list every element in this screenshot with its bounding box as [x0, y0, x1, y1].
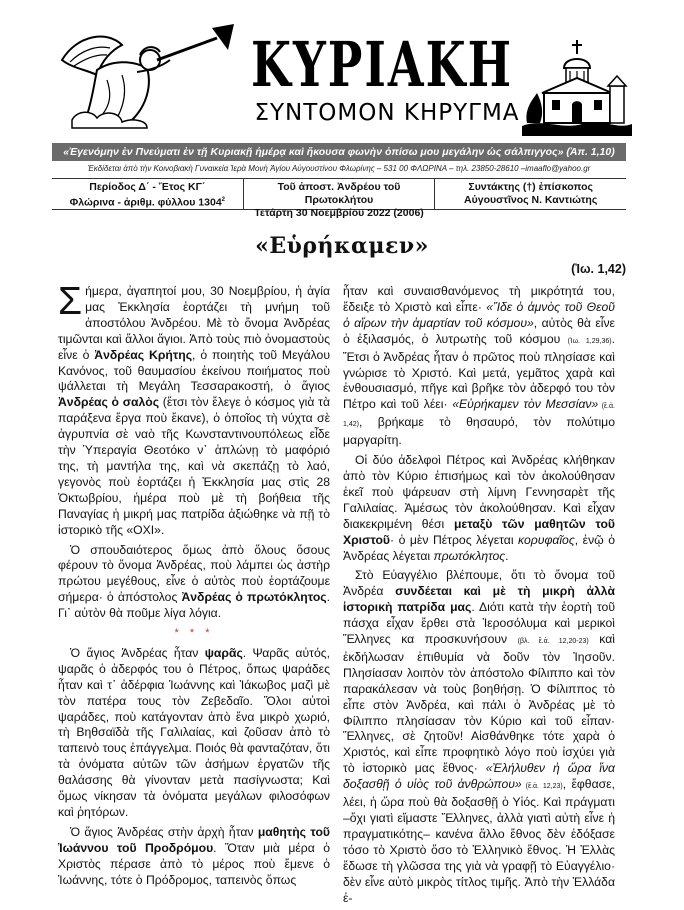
bold-text: συνδέεται καὶ μὲ τὴ μικρὴ ἀλλὰ ἱστορικὴ πατρίδα μας: [343, 584, 615, 615]
italic-quote: «Ἴδε ὁ ἀμνὸς τοῦ Θεοῦ ὁ αἴρων τὴν ἁμαρτίαν τοῦ κόσμου»: [343, 299, 615, 330]
publisher-line: Ἐκδίδεται ἀπὸ τὴν Κοινοβιακὴ Γυναικεία Ἱερὰ Μονὴ Ἁγίου Αὐγουστίνου Φλωρίνης – 531 00 ΦΛΩΡΙΝΑ – τηλ. 23850-28610 –imaaflo@yahoo.gr: [87, 164, 591, 173]
paragraph-text: Ὁ ἅγιος Ἀνδρέας ἦταν: [70, 645, 205, 660]
feast-date: Τετάρτη 30 Νοεμβρίου 2022 (2006): [254, 207, 424, 219]
motto-banner: «Ἐγενόμην ἐν Πνεύματι ἐν τῇ Κυριακῇ ἡμέρᾳ καὶ ἤκουσα φωνὴν ὀπίσω μου μεγάλην ὡς σάλπιγγος» (Ἀπ. 1,10): [52, 143, 626, 161]
trumpeting-angel-illustration: [52, 20, 237, 132]
paragraph: [58, 825, 330, 889]
paragraph-text: Ὁ ἅγιος Ἀνδρέας στὴν ἀρχὴ ἦταν: [70, 824, 258, 839]
newsletter-subtitle: ΣΥΝΤΟΜΟΝ ΚΗΡΥΓΜΑ: [254, 100, 520, 126]
author-cell: [434, 179, 626, 209]
paragraph-text: , ἐνῷ ὁ Ἀνδρέας λέγεται: [343, 532, 615, 563]
right-column: [343, 284, 615, 910]
paragraph: [343, 453, 615, 564]
sermon-title: «Εὑρήκαμεν»: [255, 233, 429, 259]
paragraph-text: . Ὅταν μιὰ μέρα ὁ Χριστὸς πέρασε ἀπὸ τὸ μέρος ποὺ ἔμενε ὁ Ἰωάννης, τότε ὁ Πρόδρομος, ταπεινὸς ὅπως: [58, 840, 331, 887]
paragraph: [58, 646, 330, 821]
paragraph-text: Οἱ δύο ἀδελφοὶ Πέτρος καὶ Ἀνδρέας κλήθηκαν ἀπὸ τὸν Κύριο ἐπισήμως καὶ τὸν ἀκολούθησαν ἐκεῖ ποὺ ψάρευαν στὴ λίμνη Γεννησαρὲτ τῆς Γαλιλαίας. Ἀμέσως τὸν ἀκολούθησαν. Καὶ εἶχαν διακεκριμένη θέσι: [343, 453, 615, 531]
bold-text: μαθητὴς τοῦ Ἰωάννου τοῦ Προδρόμου: [58, 824, 330, 855]
paragraph-text: , ὁ ποιητὴς τοῦ Μεγάλου Κανόνος, τοῦ θαυμασίου ἐκείνου ποιήματος ποὺ ψάλλεται τὴ Μεγάλη Τεσσαρακοστή, ὁ ἅγιος: [58, 347, 330, 394]
paragraph-text: (ἔτσι τὸν ἔλεγε ὁ κόσμος γιὰ τὰ παράξενα ἔργα ποὺ ἔκανε), ὁ ὁποῖος τὴ νύχτα σὲ ἀγρυπνία σὲ ναὸ τῆς Κωνσταντινουπόλεως εἶδε τὴν Ὑπεραγία Θεοτόκο ν᾽ ἁπλώνῃ τὸ μαφόριό της, τὴ μαντήλα της, καὶ νὰ σκεπάζῃ τὸ λαό, γεγονὸς ποὺ ἑορτάζει ἡ Ἐκκλησία μας στὶς 28 Ὀκτωβρίου, ἡμέρα ποὺ μὲ τὴ βοήθεια τῆς Παναγίας ἡ μικρή μας πατρίδα ἀξιώθηκε νὰ πῇ τὸ ἱστορικὸ τῆς «ΟΧΙ».: [58, 395, 330, 537]
citation: (ἔ.ἀ. 12,23): [521, 783, 563, 791]
paragraph-text: ἦταν καὶ συναισθανόμενος τὴ μικρότητά του, ἔδειξε τὸ Χριστὸ καὶ εἶπε·: [343, 284, 615, 314]
issue-superscript: 2: [221, 197, 226, 203]
citation: (ἔ.ἀ. 1,42): [343, 403, 615, 429]
italic-quote: «Εὑρήκαμεν τὸν Μεσσίαν»: [452, 397, 599, 412]
masthead: [52, 10, 632, 138]
newsletter-title: ΚΥΡΙΑΚΗ: [250, 28, 514, 101]
paragraph: [58, 280, 330, 539]
feast-cell: [243, 179, 435, 219]
feast-name: Τοῦ ἀποστ. Ἀνδρέου τοῦ Πρωτοκλήτου: [277, 181, 401, 206]
paragraph-text: ήμερα, ἀγαπητοί μου, 30 Νοεμβρίου, ἡ ἁγία μας Ἐκκλησία ἑορτάζει τὴ μνήμη τοῦ ἀποστόλου Ἀνδρέου. Μὲ τὸ ὄνομα Ἀνδρέας τιμῶνται καὶ ἄλλοι ἅγιοι. Ἀπὸ τοὺς πιὸ ὀνομαστοὺς εἶνε ὁ: [58, 284, 330, 362]
paragraph-text: , αὐτὸς θὰ εἶνε ὁ ἐξιλασμός, ὁ λυτρωτὴς τοῦ κόσμου: [343, 315, 615, 346]
paragraph-text: . Ἔτσι ὁ Ἀνδρέας ἦταν ὁ πρῶτος ποὺ πλησίασε καὶ γνώρισε τὸ Χριστό. Καὶ μετά, γεμᾶτος χαρὰ καὶ ἐνθουσιασμό, πῆγε καὶ βρῆκε τὸν ἀδερφό του τὸν Πέτρο καὶ τοῦ λέει·: [343, 331, 615, 412]
paragraph-text: , ἔφθασε, λέει, ἡ ὥρα ποὺ θὰ δοξασθῇ ὁ Υἱός. Καὶ πράγματι –ὄχι γιατὶ εἴμαστε Ἕλληνες, ἀλλὰ γιατὶ αὐτὴ εἶνε ἡ πραγματικότης– κανένα ἄλλο ἔθνος δὲν ἐδόξασε τόσο τὸ Χριστὸ ὅσο τὸ Ἑλληνικὸ ἔθνος. Ἡ Ἑλλὰς ἔδωσε τὴ γλῶσσα της γιὰ νὰ γραφῇ τὸ Εὐαγγέλιο· δὲν εἶνε αὐτὸ μικρὸς τίτλος τιμῆς. Ἀπὸ τὴν Ἑλλάδα ἐ-: [343, 777, 615, 905]
drop-cap: Σ: [58, 280, 83, 323]
citation: (βλ. ἔ.ἀ. 12,20-23): [517, 638, 589, 646]
bold-text: ψαρᾶς: [204, 645, 243, 660]
bold-text: μεταξὺ τῶν μαθητῶν τοῦ Χριστοῦ: [343, 516, 616, 547]
left-column: [58, 280, 331, 893]
church-illustration: [522, 38, 632, 136]
issue-number-line: [52, 194, 243, 210]
italic-text: πρωτόκλητος: [433, 548, 506, 563]
issue-period-cell: [52, 179, 243, 209]
section-divider-stars: * * *: [174, 627, 214, 640]
scripture-reference: (Ἰω. 1,42): [571, 262, 626, 276]
issue-number: Φλώρινα - ἀριθμ. φύλλου 1304: [69, 196, 222, 209]
paragraph-text: καὶ ἐκδήλωσαν ἐπιθυμία νὰ δοῦν τὸν Ἰησοῦν. Πλησίασαν λοιπὸν τὸν ἀπόστολο Φίλιππο καὶ τὸν παρακάλεσαν νὰ τοὺς βοηθήσῃ. Ὁ Φίλιππος τὸ εἶπε στὸν Ἀνδρέα, καὶ πάλι ὁ Ἀνδρέας μὲ τὸ Φίλιππο πλησίασαν τὸν Κύριο καὶ τοῦ εἶπαν· Ἕλληνες, σὲ ζητοῦν! Αἰσθάνθηκε τότε χαρὰ ὁ Χριστός, καὶ εἶπε προφητικὸ λόγο ποὺ ἰσχύει γιὰ τὸ ἱστορικὸ μας ἔθνος·: [343, 632, 615, 776]
bold-text: Ἀνδρέας Κρήτης: [94, 347, 193, 362]
issue-info-strip: [52, 178, 626, 219]
paragraph: [343, 284, 615, 449]
paragraph-text: .: [505, 548, 509, 563]
paragraph: [343, 568, 615, 906]
author-name: Αὐγουστῖνος Ν. Καντιώτης: [464, 194, 598, 206]
paragraph: [58, 543, 330, 623]
paragraph-text: · ὁ μὲν Πέτρος λέγεται: [390, 532, 519, 547]
citation: (Ἰω. 1,29,36): [567, 337, 612, 345]
paragraph-text: . Γι᾽ αὐτὸν θὰ ποῦμε λίγα λόγια.: [58, 590, 331, 621]
bold-text: Ἀνδρέας ὁ πρωτόκλητος: [181, 590, 327, 605]
paragraph-text: Στὸ Εὐαγγέλιο βλέπουμε, ὅτι τὸ ὄνομα τοῦ Ἀνδρέα: [343, 568, 615, 599]
italic-text: κορυφαῖος: [518, 532, 575, 547]
paragraph-text: . Διότι κατὰ τὴν ἑορτὴ τοῦ πάσχα εἶχαν ἔρθει στὰ Ἱεροσόλυμα καὶ μερικοὶ Ἕλληνες κα προσκυνήσουν: [343, 600, 615, 647]
bold-text: Ἀνδρέας ὁ σαλὸς: [58, 395, 160, 410]
paragraph-text: , βρήκαμε τὸ θησαυρό, τὸν πολύτιμο μαργαρίτη.: [343, 415, 615, 448]
paragraph-text: . Ψαρᾶς αὐτός, ψαρᾶς ὁ ἀδερφός του ὁ Πέτρος, ὅπως ψαράδες ἦταν καὶ τ᾽ ἀδέρφια Ἰωάννης καὶ Ἰάκωβος μαζὶ μὲ τὸν πατέρα τους τὸν Ζεβεδαῖο. Ὅλοι αὐτοὶ ψαράδες, ποὺ κατάγονταν ἀπὸ ἕνα μικρὸ χωριό, τὴ Βηθσαϊδὰ τῆς Γαλιλαίας, καὶ ζοῦσαν ἀπὸ τὸ ταπεινὸ τους ἐπάγγελμα. Ποιός θὰ φανταζόταν, ὅτι τὰ ὀνόματα αὐτῶν τῶν ἀσήμων ἐργατῶν τῆς θαλάσσης θὰ γίνονταν μετὰ πασίγνωστα; Καὶ ὅμως νίκησαν τὰ ὀνόματα μεγάλων φιλοσόφων καὶ ῥητόρων.: [58, 645, 330, 819]
italic-quote: «Ἐλήλυθεν ἡ ὥρα ἵνα δοξασθῇ ὁ υἱὸς τοῦ ἀνθρώπου»: [343, 761, 615, 792]
paragraph-text: Ὁ σπουδαιότερος ὅμως ἀπὸ ὅλους ὅσους φέρουν τὸ ὄνομα Ἀνδρέας, ποὺ λάμπει ὡς ἀστὴρ πρώτου μεγέθους, εἶνε ὁ αὐτὸς ποὺ ἑορτάζουμε σήμερα· ὁ ἀπόστολος: [58, 542, 330, 605]
period-line: Περίοδος Δ΄ - Ἔτος ΚΓ΄: [89, 181, 206, 193]
author-role: Συντάκτης (†) ἐπίσκοπος: [468, 181, 593, 193]
